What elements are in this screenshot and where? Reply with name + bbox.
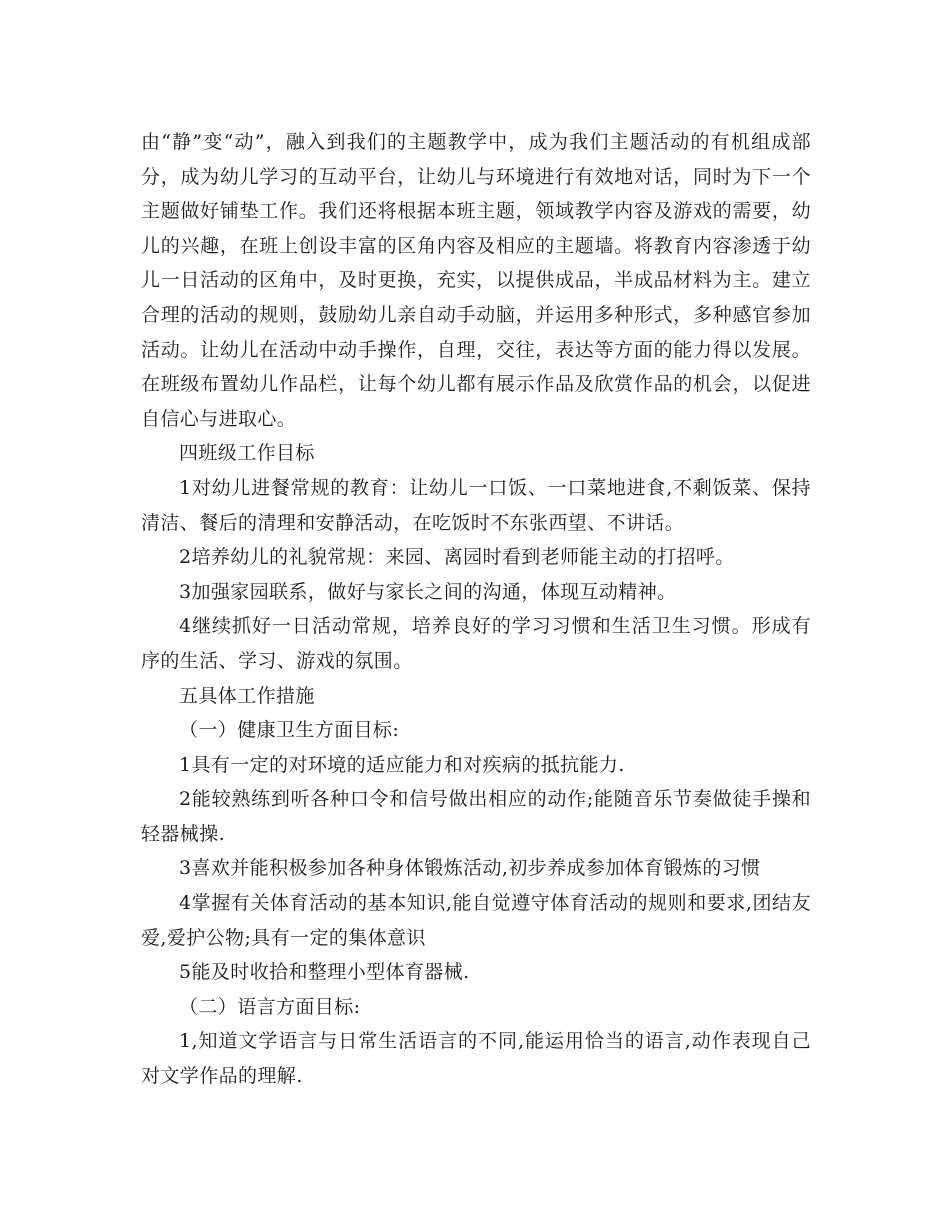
health-item-2: 2能较熟练到听各种口令和信号做出相应的动作;能随音乐节奏做徒手操和轻器械操. xyxy=(141,788,811,845)
health-item-4: 4掌握有关体育活动的基本知识,能自觉遵守体育活动的规则和要求,团结友爱,爱护公物;具有一定的集体意识 xyxy=(141,892,811,949)
health-item-1: 1具有一定的对环境的适应能力和对疾病的抵抗能力. xyxy=(179,753,625,776)
goal-item-1: 1对幼儿进餐常规的教育：让幼儿一口饭、一口菜地进食,不剩饭菜、保持清洁、餐后的清理和安静活动，在吃饭时不东张西望、不讲话。 xyxy=(141,476,811,534)
language-item-1: 1,知道文学语言与日常生活语言的不同,能运用恰当的语言,动作表现自己对文学作品的理解. xyxy=(141,1030,811,1088)
subsection-heading-health: （一）健康卫生方面目标: xyxy=(179,719,400,742)
health-item-5: 5能及时收拾和整理小型体育器械. xyxy=(179,961,470,984)
document-body xyxy=(141,125,811,1094)
goal-item-4: 4继续抓好一日活动常规，培养良好的学习习惯和生活卫生习惯。形成有序的生活、学习、游戏的氛围。 xyxy=(141,615,811,672)
goal-item-3: 3加强家园联系，做好与家长之间的沟通，体现互动精神。 xyxy=(179,580,677,603)
paragraph-continued: 由“静”变“动”，融入到我们的主题教学中，成为我们主题活动的有机组成部分，成为幼儿学习的互动平台，让幼儿与环境进行有效地对话，同时为下一个主题做好铺垫工作。我们还将根据本班主题，领域教学内容及游戏的需要，幼儿的兴趣，在班上创设丰富的区角内容及相应的主题墙。将教育内容渗透于幼儿一日活动的区角中，及时更换，充实，以提供成品，半成品材料为主。建立合理的活动的规则，鼓励幼儿亲自动手动脑，并运用多种形式，多种感官参加活动。让幼儿在活动中动手操作，自理，交往，表达等方面的能力得以发展。在班级布置幼儿作品栏，让每个幼儿都有展示作品及欣赏作品的机会，以促进自信心与进取心。 xyxy=(141,131,811,430)
health-item-3: 3喜欢并能积极参加各种身体锻炼活动,初步养成参加体育锻炼的习惯 xyxy=(179,857,761,880)
subsection-heading-language: （二）语言方面目标: xyxy=(179,995,361,1018)
goal-item-2: 2培养幼儿的礼貌常规：来园、离园时看到老师能主动的打招呼。 xyxy=(179,546,735,569)
section-heading-measures: 五具体工作措施 xyxy=(179,684,315,707)
section-heading-class-goals: 四班级工作目标 xyxy=(179,442,315,465)
